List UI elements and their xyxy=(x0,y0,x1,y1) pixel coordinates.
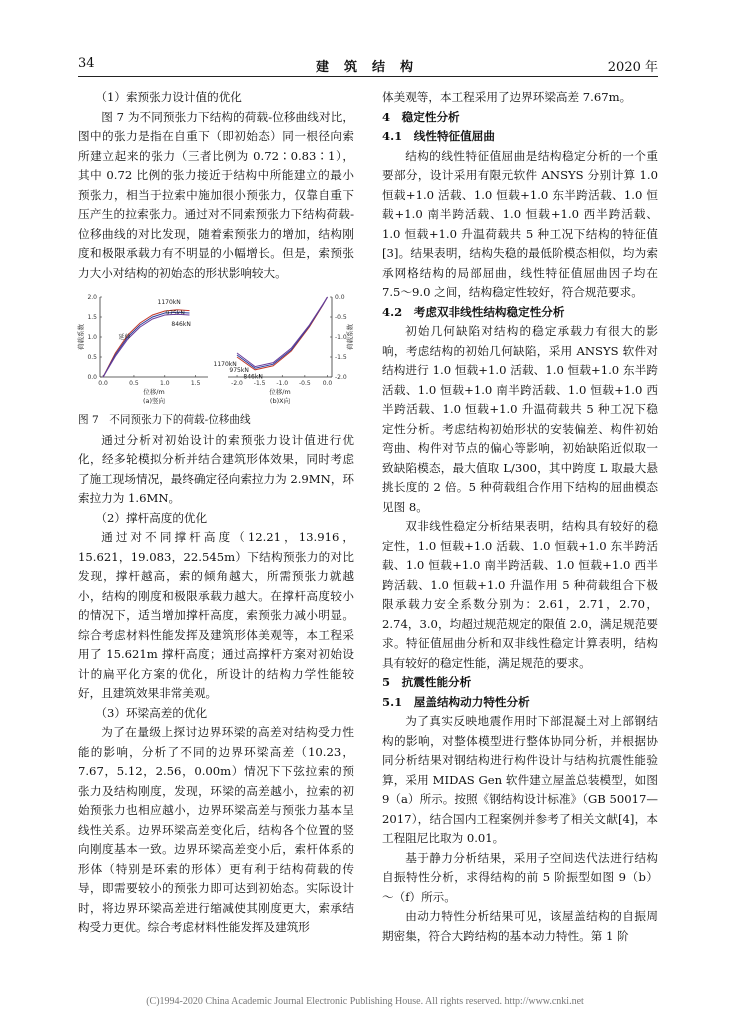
series-line-846kN xyxy=(237,297,328,367)
section-heading: 4 稳定性分析 xyxy=(382,109,460,124)
y-tick-label: 2.0 xyxy=(87,294,97,301)
y-tick-label: -1.5 xyxy=(335,354,347,361)
x-tick-label: 1.5 xyxy=(190,380,201,387)
x-tick-label: 0.5 xyxy=(129,380,139,387)
x-tick-label: 1.0 xyxy=(160,380,170,387)
y-tick-label: -1.0 xyxy=(335,334,347,341)
panel-label: (b)X向 xyxy=(269,397,291,405)
section-heading: （1）索预张力设计值的优化 xyxy=(95,90,242,104)
left-column xyxy=(78,88,354,938)
series-label: 846kN xyxy=(171,321,191,329)
panel-label: (a)竖向 xyxy=(142,397,166,405)
x-tick-label: -2.0 xyxy=(231,380,243,387)
paragraph: 图 7 为不同预张力下结构的荷载-位移曲线对比，图中的张力是指在自重下（即初始态）同一根径向索所建立起来的张力（三者比例为 0.72∶0.83∶1），其中 0.72 比例的张力接近于结构中所能建立的最小预张力，相当于拉索中施加很小预张力，仅靠自重下压产生的拉索张力。通过对不同索预张力下结构荷载-位移曲线的对比发现，随着索预张力的增加，结构刚度和极限承载力有不明显的小幅增长。但是，索预张力大小对结构的初始态的形状影响较大。 xyxy=(78,109,354,280)
y-tick-label: 1.5 xyxy=(87,314,97,321)
journal-title: 建 筑 结 构 xyxy=(315,60,414,75)
paragraph: 基于静力分析结果，采用子空间迭代法进行结构自振特性分析，求得结构的前 5 阶振型如图 9（b）～（f）所示。 xyxy=(382,850,658,904)
paragraph: 通过分析对初始设计的索预张力设计值进行优化，经多轮模拟分析并结合建筑形体效果，同时考虑了施工现场情况，最终确定径向索拉力为 2.9MN，环索拉力为 1.6MN。 xyxy=(78,432,355,505)
paragraph: 为了在量级上探讨边界环梁的高差对结构受力性能的影响，分析了不同的边界环梁高差（10.23，7.67，5.12，2.56，0.00m）情况下下弦拉索的预张力及结构刚度，发现，环梁的高差越小，拉索的初始预张力也相应越小，边界环梁高差与预张力基本呈线性关系。边界环梁高差变化后，结构各个位置的竖向刚度基本一致。边界环梁高差变小后，索杆体系的形体（特别是环索的形体）更有利于结构荷载的传导，即需要较小的预张力即可达到初始态。实际设计时，将边界环梁高差进行缩减使其刚度更大，索承结构受力更优。综合考虑材料性能发挥及建筑形 xyxy=(78,725,354,934)
section-heading: 5 抗震性能分析 xyxy=(382,675,472,689)
series-label: 846kN xyxy=(243,373,263,381)
y-tick-label: -2.0 xyxy=(335,374,347,381)
section-heading: （3）环梁高差的优化 xyxy=(95,705,208,720)
series-label: 1170kN xyxy=(157,298,181,306)
series-label: 975kN xyxy=(229,367,249,375)
x-axis-label: 位移/m xyxy=(143,388,165,396)
page-number: 34 xyxy=(78,56,95,71)
x-tick-label: 0.0 xyxy=(322,380,333,387)
paragraph: 体美观等，本工程采用了边界环梁高差 7.67m。 xyxy=(382,90,632,104)
paragraph: 初始几何缺陷对结构的稳定承载力有很大的影响，考虑结构的初始几何缺陷，采用 ANSYS 软件对结构进行 1.0 恒载+1.0 活载、1.0 恒载+1.0 东半跨活载、1.0 恒载+1.0 南半跨活载、1.0 恒载+1.0 西半跨活载、1.0 恒载+1.0 升温荷载共 5 种工况下稳定性分析。考虑结构初始形状的安装偏差、构件初始弯曲、构件对节点的偏心等影响，初始缺陷近似取一致缺陷模态，最大值取 L/300，其中跨度 L 取最大悬挑长度的 2 倍。5 种荷载组合作用下结构的屈曲模态见图 8。 xyxy=(382,324,658,514)
x-tick-label: -0.5 xyxy=(299,380,311,387)
y-tick-label: 1.0 xyxy=(87,334,97,341)
figure-caption: 图 7 不同预张力下的荷载-位移曲线 xyxy=(78,414,251,426)
paragraph: 双非线性稳定分析结果表明，结构具有较好的稳定性，1.0 恒载+1.0 活载、1.0 恒载+1.0 东半跨活载、1.0 恒载+1.0 南半跨活载、1.0 恒载+1.0 西半跨活载、1.0 恒载+1.0 升温作用 5 种荷载组合下极限承载力安全系数分别为：2.61，2.71，2.70，2.74，3.0，均超过规范规定的限值 2.0，满足规范要求。特征值屈曲分析和双非线性稳定计算表明，结构具有较好的稳定性能，满足规范的要求。 xyxy=(382,519,658,670)
paragraph: 为了真实反映地震作用时下部混凝土对上部钢结构的影响，对整体模型进行整体协同分析，并根据协同分析结果对钢结构进行构件设计与结构抗震性能验算，采用 MIDAS Gen 软件建立屋盖总装模型，如图 9（a）所示。按照《钢结构设计标准》（GB 50017—2017），结合国内工程案例并参考了相关文献[4]，本工程阻尼比取为 0.01。 xyxy=(382,714,658,845)
series-label: 975kN xyxy=(165,310,185,318)
header-rule xyxy=(78,76,658,77)
copyright-footer: (C)1994-2020 China Academic Journal Electronic Publishing House. All rights reserved. http://www.cnki.net xyxy=(146,996,584,1007)
series-line-975kN xyxy=(237,297,328,368)
chart-annotation: 延伸 xyxy=(118,334,131,341)
series-line-1170kN xyxy=(103,310,189,377)
right-column xyxy=(382,88,658,946)
x-tick-label: -1.0 xyxy=(276,380,289,387)
x-tick-label: 0.0 xyxy=(98,380,108,387)
figure-7 xyxy=(78,289,354,411)
x-axis-label: 位移/m xyxy=(269,388,291,396)
subsection-heading: 4.1 线性特征值屈曲 xyxy=(382,129,495,143)
load-displacement-chart xyxy=(78,289,354,411)
x-tick-label: -1.5 xyxy=(253,380,266,387)
y-tick-label: 0.0 xyxy=(87,374,97,381)
section-heading: （2）撑杆高度的优化 xyxy=(95,510,208,525)
series-label: 1170kN xyxy=(213,360,237,368)
paragraph: 结构的线性特征值屈曲是结构稳定分析的一个重要部分，设计采用有限元软件 ANSYS 分别计算 1.0 恒载+1.0 活载、1.0 恒载+1.0 东半跨活载、1.0 恒载+1.0 南半跨活载、1.0 恒载+1.0 西半跨活载、1.0 恒载+1.0 升温荷载共 5 种工况下结构的特征值[3]。结果表明，结构失稳的最低阶模态相似，均为索承网格结构的局部屈曲，线性特征值屈曲因子均在 7.5～9.0 之间，结构稳定性较好，符合规范要求。 xyxy=(382,148,658,299)
series-line-1170kN xyxy=(237,297,328,370)
y-axis-label: 荷载系数 xyxy=(346,324,354,350)
y-tick-label: -0.5 xyxy=(335,314,347,321)
paragraph: 通过对不同撑杆高度（12.21，13.916，15.621，19.083，22.545m）下结构预张力的对比发现，撑杆越高，索的倾角越大，所需预张力就越小，结构的刚度和极限承载力越大。在撑杆高度较小的情况下，适当增加撑杆高度，索预张力减小明显。综合考虑材料性能发挥及建筑形体美观等，本工程采用了 15.621m 撑杆高度；通过高撑杆方案对初始设计的扁平化方案的优化，所设计的结构力学性能较好，且建筑效果非常美观。 xyxy=(78,530,354,700)
y-axis-label: 荷载系数 xyxy=(77,324,85,350)
subsection-heading: 4.2 考虑双非线性结构稳定性分析 xyxy=(382,304,565,319)
year: 2020 年 xyxy=(607,60,658,75)
y-tick-label: 0.5 xyxy=(87,354,97,361)
subsection-heading: 5.1 屋盖结构动力特性分析 xyxy=(382,694,530,709)
paragraph: 由动力特性分析结果可见，该屋盖结构的自振周期密集，符合大跨结构的基本动力特性。第 1 阶 xyxy=(382,909,658,943)
y-tick-label: 0.0 xyxy=(335,294,345,301)
